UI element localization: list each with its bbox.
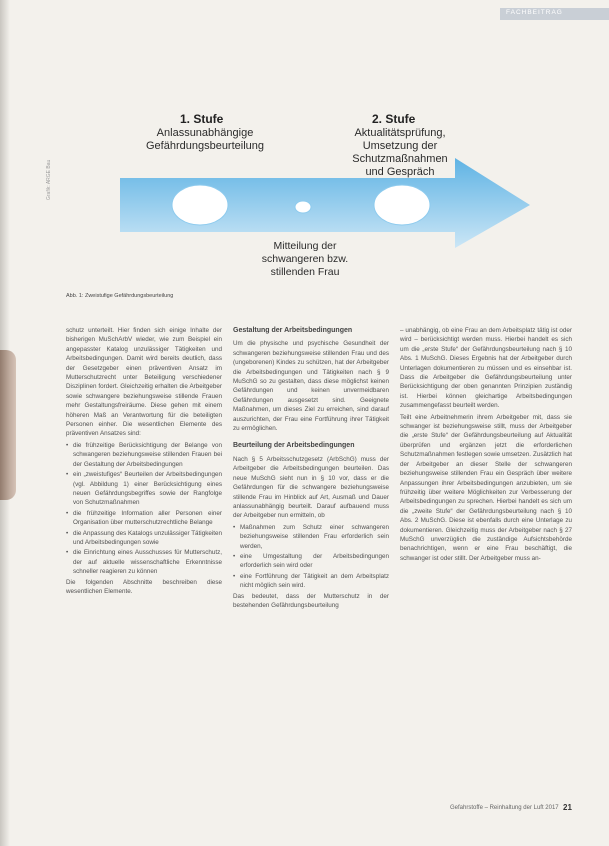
figure-caption: Abb. 1: Zweistufige Gefährdungsbeurteilung: [66, 293, 174, 299]
list-item: • eine Umgestaltung der Arbeitsbedingungen erforderlich sein wird oder: [233, 552, 389, 571]
stage1-description-line: Anlassunabhängige: [156, 127, 254, 139]
stage1-description: [120, 127, 290, 153]
text-column-1: [66, 326, 222, 598]
section-heading: Gestaltung der Arbeitsbedingungen: [233, 327, 353, 334]
text-column-3: [400, 326, 572, 565]
stage2-marker: [374, 185, 430, 225]
paragraph: Die folgenden Abschnitte beschreiben diese wesentlichen Elemente.: [66, 578, 222, 595]
notification-note-line: Mitteilung der: [273, 240, 337, 252]
paragraph: Nach § 5 Arbeitsschutzgesetz (ArbSchG) muss der Arbeitgeber die Arbeitsbedingungen beurteilen. Das neue MuSchG sieht nun in § 10 vor, dass er die Gefährdungen für die schwangere beziehungsweise stillende Frau im Hinblick auf Art, Ausmaß und Dauer anlassunabhängig beurteilt. Darauf aufbauend muss der Arbeitgeber nun ermitteln, ob: [233, 455, 389, 520]
two-stage-diagram: [0, 0, 609, 300]
determination-list: [233, 523, 389, 591]
paragraph: Das bedeutet, dass der Mutterschutz in der bestehenden Gefährdungsbeurteilung: [233, 592, 389, 609]
section-heading: Beurteilung der Arbeitsbedingungen: [233, 442, 355, 450]
list-item: • ein „zweistufiges“ Beurteilen der Arbeitsbedingungen (vgl. Abbildung 1) einer Berücksichtigung eines neuen Gefährdungsbegriffes sowie der Rangfolge von Schutzmaßnahmen: [66, 470, 222, 508]
stage2-description-line: Schutzmaßnahmen: [352, 153, 448, 165]
page-number: 21: [563, 803, 572, 812]
image-credit: Grafik: ARGE Bau: [46, 159, 52, 200]
section-label: FACHBEITRAG: [506, 9, 563, 16]
list-item: • die frühzeitige Berücksichtigung der Belange von schwangeren beziehungsweise stillenden Frauen bei der Gestaltung der Arbeitsbedingungen: [66, 441, 222, 469]
notification-note: [230, 240, 380, 279]
list-item: • die frühzeitige Information aller Personen einer Organisation über mutterschutzrechtliche Belange: [66, 509, 222, 528]
notification-note-line: schwangeren bzw.: [261, 253, 349, 265]
stage1-title: 1. Stufe: [180, 112, 224, 126]
stage2-title: 2. Stufe: [372, 112, 416, 126]
notification-note-line: stillenden Frau: [270, 266, 340, 278]
edge-photo: [0, 350, 16, 500]
list-item: • die Einrichtung eines Ausschusses für Mutterschutz, der auf aktuelle wissenschaftliche Erkenntnisse schneller reagieren zu können: [66, 548, 222, 576]
text-column-2: [233, 326, 389, 612]
footer-journal-title: Gefahrstoffe – Reinhaltung der Luft 2017: [450, 805, 559, 811]
stage1-marker: [172, 185, 228, 225]
list-item: • eine Fortführung der Tätigkeit an dem Arbeitsplatz nicht möglich sein wird.: [233, 572, 389, 591]
stage2-description-line: und Gespräch: [365, 166, 435, 178]
stage2-description-line: Umsetzung der: [362, 140, 438, 152]
list-item: • Maßnahmen zum Schutz einer schwangeren beziehungsweise stillenden Frau erforderlich sein werden,: [233, 523, 389, 551]
event-marker: [295, 201, 311, 213]
stage2-description: [325, 127, 475, 179]
paragraph: Um die physische und psychische Gesundheit der schwangeren beziehungsweise stillenden Frau und des (ungeborenen) Kindes zu schützen, hat der Arbeitgeber die Arbeitsbedingungen und Tätigkeiten nach § 9 MuSchG so zu gestalten, dass diese möglichst keinen Gefährdungen und keinen unvermeidbaren Gefährdungen ausgesetzt sind. Geeignete Maßnahmen, um dieses Ziel zu erreichen, sind darauf auszurichten, der Frau eine Fortführung ihrer Tätigkeit zu ermöglichen.: [233, 340, 389, 433]
paragraph: schutz unterteilt. Hier finden sich einige Inhalte der bisherigen MuSchArbV wieder, wie zum Beispiel ein angepasster Katalog unzulässiger Tätigkeiten und Arbeitsbedingungen. Damit wird bereits deutlich, dass der Gesetzgeber einen präventiven Ansatz im Mutterschutzrecht unter Beteiligung verschiedener Disziplinen fordert. Gleichzeitig erhalten die Arbeitgeber sowie schwangere beziehungsweise stillende Frauen mehr Gestaltungsfreiräume. Diese gehen mit einem höheren Maß an Verantwortung für die beteiligten Personen einher. Die wesentlichen Elemente des präventiven Ansatzes sind:: [66, 327, 222, 438]
paragraph: Teilt eine Arbeitnehmerin ihrem Arbeitgeber mit, dass sie schwanger ist beziehungsweise stillt, muss der Arbeitgeber die „erste Stufe“ der Gefährdungsbeurteilung auf Aktualität überprüfen und ergänzen jetzt die erforderlichen Schutzmaßnahmen festlegen sowie umsetzen. Zusätzlich hat der Arbeitgeber an dieser Stelle der schwangeren beziehungsweise stillenden Frau ein Gespräch über weitere Anpassungen ihrer Arbeitsbedingungen anzubieten, um sie frühzeitig über weitere Möglichkeiten zur Verbesserung der Arbeitsbedingungen zu sprechen. Hierbei handelt es sich um die „zweite Stufe“ der Gefährdungsbeurteilung nach § 10 Abs. 2 MuSchG. Diese ist ebenfalls durch eine Unterlage zu dokumentieren. Gleichzeitig muss der Arbeitgeber nach § 27 MuSchG unverzüglich die zuständige Aufsichtsbehörde benachrichtigen, wenn er eine Frau beschäftigt, die schwanger ist oder stillt. Der Arbeitgeber muss an-: [400, 413, 572, 562]
stage1-description-line: Gefährdungsbeurteilung: [145, 140, 265, 152]
stage2-description-line: Aktualitätsprüfung,: [354, 127, 446, 139]
list-item: • die Anpassung des Katalogs unzulässiger Tätigkeiten und Arbeitsbedingungen sowie: [66, 529, 222, 548]
elements-list: [66, 441, 222, 577]
paragraph: – unabhängig, ob eine Frau an dem Arbeitsplatz tätig ist oder wird – berücksichtigt werden muss. Hierbei handelt es sich um die „erste Stufe“ der Gefährdungsbeurteilung nach § 10 Abs. 1 MuSchG. Dieses Ergebnis hat der Arbeitgeber durch Unterlagen dokumentieren zu müssen und es einsehbar ist. Dass die Arbeitgeber die Gefährdungsbeurteilung unter Berücksichtigung der oben genannten Prinzipien zuständig ist. Hierbei können gleichartige Arbeitsbedingungen zusammengefasst beurteilt werden.: [400, 327, 572, 410]
